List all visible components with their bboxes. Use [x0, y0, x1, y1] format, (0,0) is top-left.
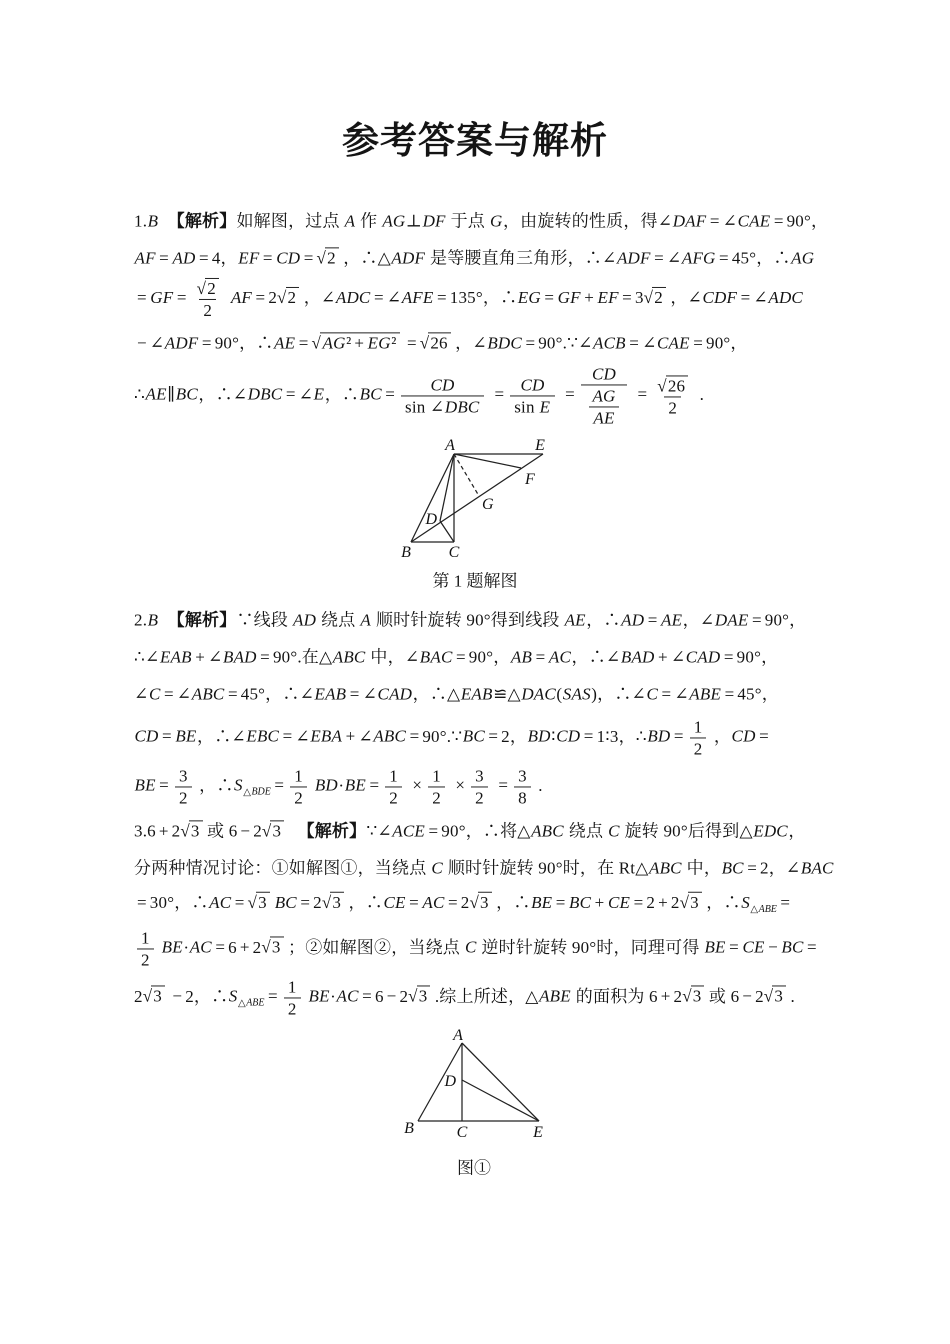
figure-1-edge-AB [411, 454, 454, 542]
problem-2-line-1: 2.B 【解析】∵线段 AD 绕点 A 顺时针旋转 90°得到线段 AE，∴AD = AE，∠DAE = 90°， [134, 610, 807, 630]
figure-1-label-C: C [448, 544, 460, 561]
problem-2-line-2: ∴∠EAB + ∠BAD = 90°.在△ABC 中，∠BAC = 90°，AB = AC，∴∠BAD + ∠CAD = 90°， [134, 647, 779, 667]
figure-1-label-A: A [445, 437, 455, 454]
figure-2-edge-DE [462, 1080, 539, 1121]
problem-1-line-2: AF = AD = 4，EF = CD = √ 2 ，∴△ADF 是等腰直角三角形，∴∠ADF = ∠AFG = 45°，∴AG [134, 248, 815, 268]
figure-1-label-F: F [525, 471, 535, 488]
figure-2-label-D: D [444, 1073, 456, 1090]
figure-2-label-B: B [404, 1120, 414, 1137]
problem-3-line-2: 分两种情况讨论：①如解图①，当绕点 C 顺时针旋转 90°时，在 Rt△ABC 中，BC = 2，∠BAC [134, 858, 834, 878]
figure-1-edge-AF [454, 454, 521, 468]
problem-3-line-1: 3.6 + 2 √ 3 或 6 − 2 √ 3 【解析】∵∠ACE = 90°，∴将△ABC 绕点 C 旋转 90°后得到△EDC， [134, 821, 806, 841]
problem-3-line-4: $\frac{1}{2}$ BE·AC = 6 + 2 √ 3 ；②如解图②，当绕点 C 逆时针旋转 90°时，同理可得 BE = CE − BC = [134, 928, 820, 969]
problem-1-line-3: = GF = √ 2 2 AF = 2 √ 2 ，∠ADC = ∠AFE = 135°，∴EG = GF + EF = 3 √ 2 ，∠CDF = ∠ADC [137, 278, 803, 320]
figure-1-label-D: D [425, 511, 437, 528]
problem-2-line-3: ∠C = ∠ABC = 45°，∴∠EAB = ∠CAD，∴△EAB≌△DAC(SAS)，∴∠C = ∠ABE = 45°， [134, 684, 779, 704]
figure-2-label-C: C [456, 1124, 468, 1141]
figure-1-edge-AG [454, 454, 479, 496]
figure-2-caption: 图① [457, 1158, 491, 1178]
figure-1-edge-AD [440, 454, 454, 521]
figure-2-edge-AE [462, 1043, 539, 1121]
figure-2-label-A: A [453, 1027, 463, 1044]
figure-1-edge-BE [411, 454, 543, 542]
figure-1-label-B: B [401, 544, 411, 561]
problem-3-line-5: 2 √ 3 − 2，$\therefore S_{\triangle ABE}$ = $\frac{1}{2}$ BE·AC = 6 − 2 √ 3 .综上所述，△ABE 的面积为 6 + 2 √ 3 或 6 − 2 √ 3 . [134, 977, 795, 1019]
figure-1-svg [390, 435, 565, 567]
figure-2-svg [400, 1028, 555, 1142]
problem-3-line-3: = 30°，∴AC = √ 3 BC = 2 √ 3 ，∴CE = AC = 2 √ 3 ，∴BE = BC + CE = 2 + 2 √ 3 ，$\therefore S_{\triangle ABE}$ = [137, 892, 791, 915]
problem-1-line-4: − ∠ADF = 90°，∴AE = √ AG² + EG² = √ 26 ，∠BDC = 90°.∵∠ACB = ∠CAE = 90°， [137, 333, 748, 353]
figure-1-caption: 第 1 题解图 [432, 571, 518, 591]
figure-2-label-E: E [533, 1124, 543, 1141]
problem-1-line-1: 1.B 【解析】如解图，过点 A 作 AG⊥DF 于点 G，由旋转的性质，得∠DAF = ∠CAE = 90°， [134, 211, 829, 231]
page-title: 参考答案与解析 [342, 120, 608, 161]
figure-1-label-E: E [535, 437, 545, 454]
problem-2-line-4: CD = BE，∴∠EBC = ∠EBA + ∠ABC = 90°.∵BC = 2，BD∶CD = 1∶3，∴BD = $\frac{1}{2}$ ，CD = [134, 717, 769, 759]
problem-2-line-5: BE = $\frac{3}{2}$ ，$\therefore S_{\triangle BDE}$ = $\frac{1}{2}$ BD·BE = $\frac{1}{2}$ × $\frac{1}{2}$ × $\frac{3}{2}$ = $\frac{3}{8}$ . [134, 766, 543, 808]
figure-1-edge-DC [440, 521, 454, 542]
figure-1-label-G: G [482, 496, 494, 513]
problem-1-line-5: ∴AE∥BC，∴∠DBC = ∠E，∴BC = $\frac{CD}{\text{sin ∠DBC}}$ = $\frac{CD}{\text{sin E}}$ = $\frac{CD}{\frac{AG}{AE}}$ = √ 26 2 . [134, 364, 705, 428]
